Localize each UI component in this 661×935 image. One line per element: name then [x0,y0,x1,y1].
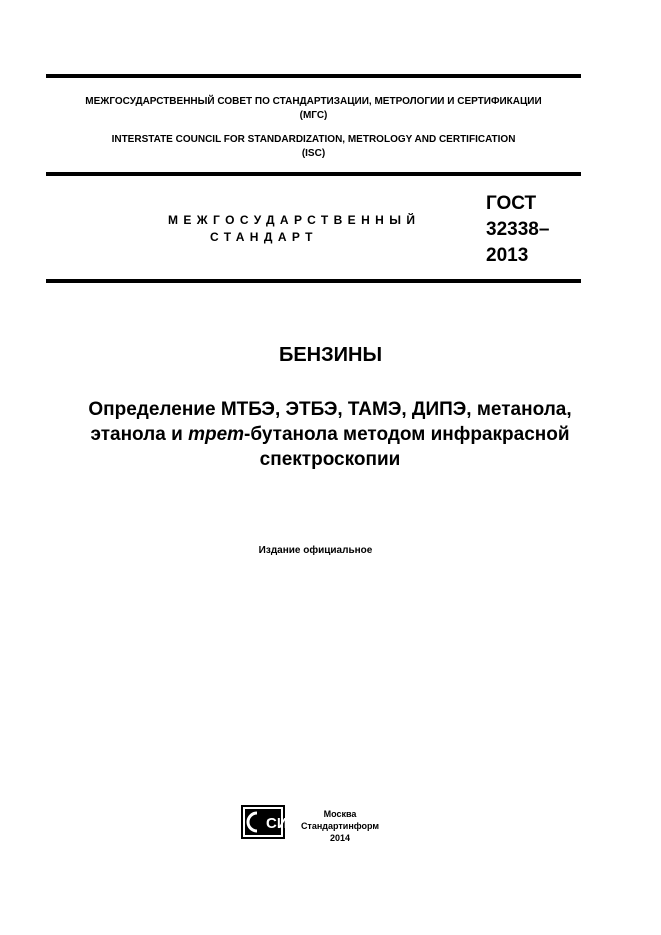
publisher-name: Стандартинформ [300,821,380,831]
council-name-en: INTERSTATE COUNCIL FOR STANDARDIZATION, METROLOGY AND CERTIFICATION [111,134,516,145]
top-rule [46,74,581,78]
document-title: БЕНЗИНЫ [278,344,383,366]
logo-letters: СИ [266,815,286,832]
council-abbr-en: (ISC) [301,148,326,159]
publisher-city: Москва [323,809,357,819]
council-abbr-ru: (МГС) [299,110,328,121]
subtitle-line2-start: этанола и [90,424,189,445]
subtitle-line1: Определение МТБЭ, ЭТБЭ, ТАМЭ, ДИПЭ, метанола, [88,399,572,420]
council-name-ru: МЕЖГОСУДАРСТВЕННЫЙ СОВЕТ ПО СТАНДАРТИЗАЦИИ, МЕТРОЛОГИИ И СЕРТИФИКАЦИИ [85,96,542,107]
publisher-block [300,808,380,844]
standard-type-line2: СТАНДАРТ [210,230,318,244]
gost-code [486,191,549,269]
lower-rule [46,279,581,283]
gost-code-prefix: ГОСТ [486,193,537,214]
subtitle-italic-term: трет [188,424,245,445]
document-subtitle [30,397,630,472]
gost-code-number: 32338– [486,219,550,240]
standard-type-line1: МЕЖГОСУДАРСТВЕННЫЙ [168,213,421,227]
council-name [46,95,581,161]
subtitle-line3: спектроскопии [259,449,401,470]
subtitle-line2 [30,422,630,447]
middle-rule [46,172,581,176]
edition-label: Издание официальное [258,545,373,556]
gost-code-year: 2013 [486,245,529,266]
standartinform-logo-icon [240,804,286,840]
subtitle-line2-end: -бутанола методом инфракрасной [244,424,570,445]
publisher-year: 2014 [329,833,351,843]
